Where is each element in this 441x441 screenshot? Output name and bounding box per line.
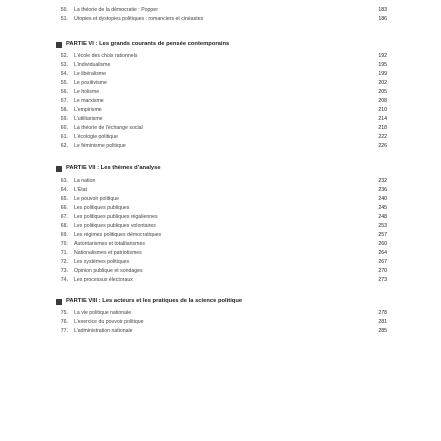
toc-entry	[56, 115, 387, 123]
entry-page: 186	[378, 16, 387, 22]
toc-entry	[56, 195, 387, 203]
entry-page: 264	[378, 250, 387, 256]
entry-number: 58.	[60, 107, 68, 113]
entry-title: Le positivisme	[74, 80, 107, 86]
entry-title: Autoritarismes et totalitarismes	[74, 241, 145, 247]
entry-title: Opinion publique et sondages	[74, 268, 143, 274]
entry-page: 222	[378, 134, 387, 140]
entry-number: 67.	[60, 214, 68, 220]
entry-title: L’écologie politique	[74, 134, 118, 140]
toc-entry	[56, 231, 387, 239]
entry-page: 183	[378, 7, 387, 13]
entry-title: La théorie de la démocratie : Popper	[74, 7, 158, 13]
entry-title: L’empirisme	[74, 107, 102, 113]
entry-page: 240	[378, 196, 387, 202]
entry-number: 73.	[60, 268, 68, 274]
entry-title: Les systèmes politiques	[74, 259, 130, 265]
entry-page: 281	[378, 319, 387, 325]
toc-entry	[56, 88, 387, 96]
entry-number: 71.	[60, 250, 68, 256]
entry-number: 65.	[60, 196, 68, 202]
entry-page: 248	[378, 214, 387, 220]
toc-entry	[56, 15, 387, 23]
toc-entry	[56, 267, 387, 275]
entry-title: Les politiques publiques régaliennes	[74, 214, 158, 220]
entry-number: 52.	[60, 53, 68, 59]
section-label: PARTIE VI : Les grands courants de pensée contemporains	[66, 41, 230, 47]
entry-page: 278	[378, 310, 387, 316]
entry-title: L’État	[74, 187, 87, 193]
entry-page: 199	[378, 71, 387, 77]
section-label: PARTIE VIII : Les acteurs et les pratiques de la science politique	[66, 298, 243, 304]
toc-entry	[56, 6, 387, 14]
toc-entry	[56, 79, 387, 87]
entry-title: Le holisme	[74, 89, 100, 95]
toc-entry	[56, 249, 387, 257]
entry-title: Les politiques publiques volontaires	[74, 223, 156, 229]
entry-number: 68.	[60, 223, 68, 229]
entry-page: 273	[378, 277, 387, 283]
toc-entry	[56, 309, 387, 317]
toc-entry	[56, 186, 387, 194]
entry-number: 53.	[60, 62, 68, 68]
entry-page: 285	[378, 328, 387, 334]
entry-title: Nationalismes et patriotismes	[74, 250, 142, 256]
entry-title: Le féminisme politique	[74, 143, 126, 149]
toc-entry	[56, 222, 387, 230]
entry-title: Le libéralisme	[74, 71, 107, 77]
entry-title: Le pouvoir politique	[74, 196, 119, 202]
entry-title: L’exercice du pouvoir politique	[74, 319, 144, 325]
entry-page: 195	[378, 62, 387, 68]
entry-title: Le marxisme	[74, 98, 104, 104]
entry-title: L’administration nationale	[74, 328, 133, 334]
entry-title: L’individualisme	[74, 62, 111, 68]
entry-number: 60.	[60, 125, 68, 131]
entry-page: 245	[378, 205, 387, 211]
entry-page: 192	[378, 53, 387, 59]
section-label: PARTIE VII : Les thèmes d’analyse	[66, 165, 161, 171]
entry-number: 77.	[60, 328, 68, 334]
toc-entry	[56, 142, 387, 150]
toc-entry	[56, 327, 387, 335]
entry-title: L’école des choix rationnels	[74, 53, 138, 59]
entry-number: 62.	[60, 143, 68, 149]
entry-number: 69.	[60, 232, 68, 238]
toc-entry	[56, 258, 387, 266]
entry-page: 202	[378, 80, 387, 86]
toc-entry	[56, 97, 387, 105]
entry-title: La théorie de l’échange social	[74, 125, 143, 131]
toc-entry	[56, 240, 387, 248]
entry-page: 218	[378, 125, 387, 131]
entry-page: 270	[378, 268, 387, 274]
toc-entry	[56, 177, 387, 185]
entry-number: 63.	[60, 178, 68, 184]
entry-title: Les régimes politiques démocratiques	[74, 232, 162, 238]
section-heading-part7	[56, 164, 387, 173]
section-bullet-icon	[56, 166, 62, 172]
toc-entry	[56, 61, 387, 69]
toc-entry	[56, 70, 387, 78]
entry-page: 260	[378, 241, 387, 247]
entry-number: 61.	[60, 134, 68, 140]
toc-entry	[56, 133, 387, 141]
entry-page: 226	[378, 143, 387, 149]
section-bullet-icon	[56, 299, 62, 305]
entry-page: 253	[378, 223, 387, 229]
entry-title: L’utilitarisme	[74, 116, 103, 122]
toc-entry	[56, 52, 387, 60]
entry-page: 210	[378, 107, 387, 113]
entry-title: Les politiques publiques	[74, 205, 130, 211]
entry-number: 76.	[60, 319, 68, 325]
entry-page: 214	[378, 116, 387, 122]
toc-entry	[56, 276, 387, 284]
entry-page: 232	[378, 178, 387, 184]
entry-page: 205	[378, 89, 387, 95]
entry-title: Les processus électoraux	[74, 277, 133, 283]
entry-number: 72.	[60, 259, 68, 265]
entry-number: 55.	[60, 80, 68, 86]
entry-number: 50.	[60, 7, 68, 13]
entry-title: La nation	[74, 178, 96, 184]
toc-entry	[56, 106, 387, 114]
toc-entry	[56, 318, 387, 326]
entry-page: 257	[378, 232, 387, 238]
entry-number: 74.	[60, 277, 68, 283]
entry-title: La vie politique nationale	[74, 310, 132, 316]
entry-number: 75.	[60, 310, 68, 316]
entry-title: Utopies et dystopies politiques : romanciers et cinéastes	[74, 16, 204, 22]
entry-number: 59.	[60, 116, 68, 122]
section-heading-part6	[56, 40, 387, 49]
toc-entry	[56, 213, 387, 221]
entry-number: 56.	[60, 89, 68, 95]
entry-number: 57.	[60, 98, 68, 104]
entry-page: 208	[378, 98, 387, 104]
entry-number: 70.	[60, 241, 68, 247]
section-bullet-icon	[56, 42, 62, 48]
entry-page: 236	[378, 187, 387, 193]
toc-entry	[56, 124, 387, 132]
toc-entry	[56, 204, 387, 212]
entry-number: 66.	[60, 205, 68, 211]
entry-page: 267	[378, 259, 387, 265]
entry-number: 51.	[60, 16, 68, 22]
entry-number: 64.	[60, 187, 68, 193]
section-heading-part8	[56, 297, 387, 306]
entry-number: 54.	[60, 71, 68, 77]
